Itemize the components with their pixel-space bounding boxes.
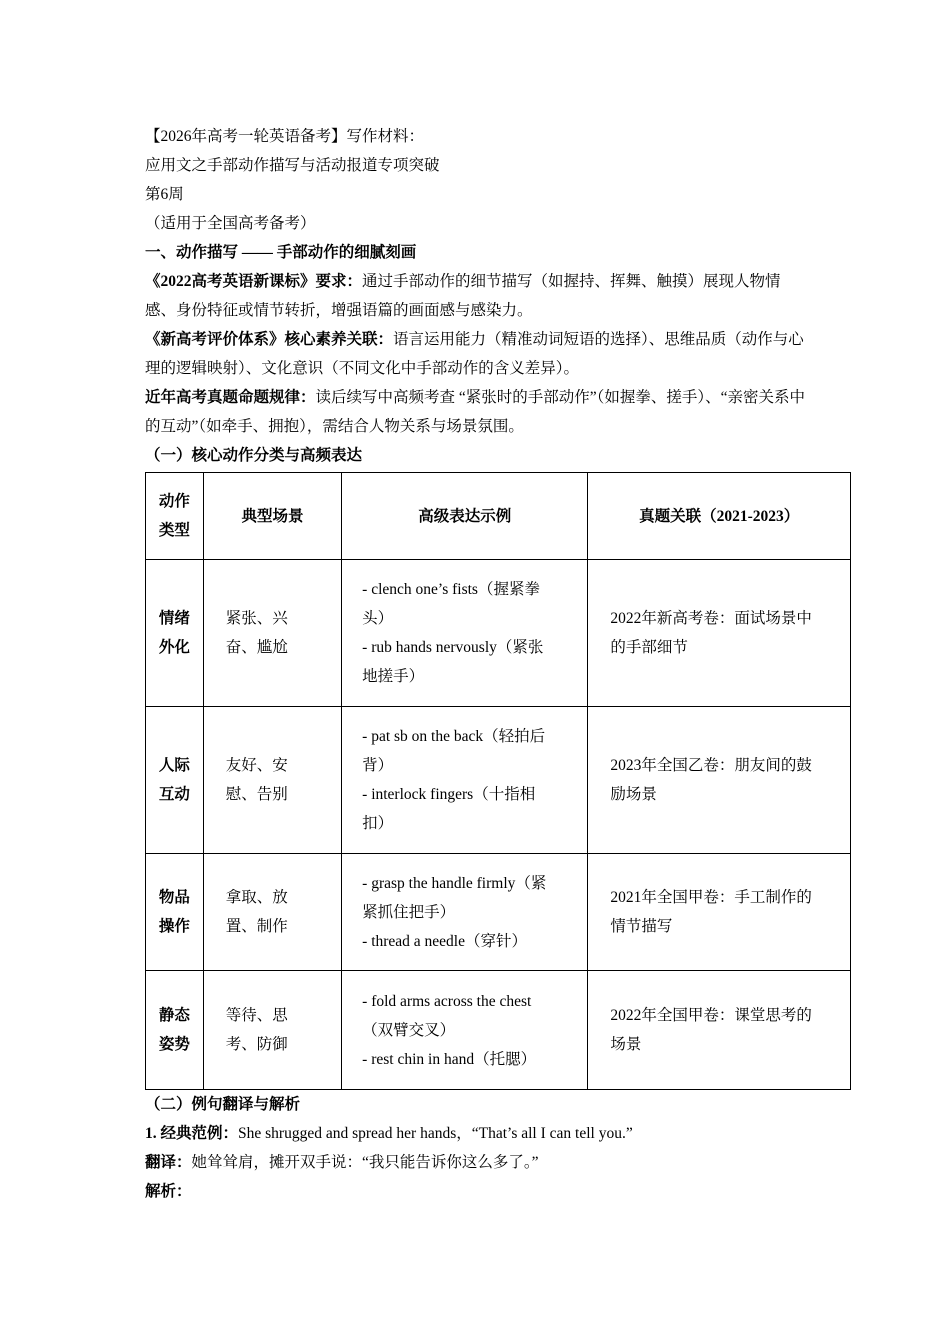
section1-title: 一、动作描写 —— 手部动作的细腻刻画 [145,244,417,261]
doc-title: 【2026年高考一轮英语备考】写作材料： [145,128,425,145]
table-cell-exam: 2023年全国乙卷：朋友间的鼓励场景 [588,707,851,854]
table-cell-scene: 紧张、兴奋、尴尬 [203,560,341,707]
table-cell-type: 静态姿势 [146,971,204,1090]
requirement-label: 《2022高考英语新课标》要求： [145,273,363,290]
core-label: 《新高考评价体系》核心素养关联： [145,331,394,348]
table-cell-type: 人际互动 [146,707,204,854]
table-cell-exam: 2022年新高考卷：面试场景中的手部细节 [588,560,851,707]
document-page [145,122,812,1206]
table-cell-expression: - grasp the handle firmly（紧紧抓住把手） - thread a needle（穿针） [342,854,588,971]
translation-text: 她耸耸肩，摊开双手说：“我只能告诉你这么多了。” [191,1154,539,1171]
table-row [146,560,851,707]
action-table [145,472,851,1090]
table-header-row [146,473,851,560]
example-sentence [145,1119,807,1148]
table-header: 真题关联（2021-2023） [588,473,851,560]
table-cell-type: 物品操作 [146,854,204,971]
translation-label: 翻译： [145,1154,192,1171]
example-label: 1. 经典范例： [145,1125,239,1142]
table-cell-scene: 友好、安慰、告别 [203,707,341,854]
subsection1-title: （一）核心动作分类与高频表达 [145,447,363,464]
core-text: 语言运用能力（精准动词短语的选择）、思维品质（动作与心理的逻辑映射）、文化意识（不同文化中手部动作的含义差异）。 [145,331,804,377]
table-header: 高级表达示例 [342,473,588,560]
table-cell-type: 情绪外化 [146,560,204,707]
rule-label: 近年高考真题命题规律： [145,389,316,406]
translation-line [145,1148,807,1177]
table-header: 动作类型 [146,473,204,560]
subsection2-title: （二）例句翻译与解析 [145,1096,301,1113]
table-cell-expression: - pat sb on the back（轻拍后背） - interlock fingers（十指相扣） [342,707,588,854]
table-header: 典型场景 [203,473,341,560]
table-cell-expression: - fold arms across the chest（双臂交叉） - rest chin in hand（托腮） [342,971,588,1090]
table-cell-scene: 拿取、放置、制作 [203,854,341,971]
table-cell-exam: 2021年全国甲卷：手工制作的情节描写 [588,854,851,971]
requirement-text: 通过手部动作的细节描写（如握持、挥舞、触摸）展现人物情感、身份特征或情节转折，增强语篇的画面感与感染力。 [145,273,781,319]
doc-scope: （适用于全国高考备考） [145,215,316,232]
doc-week: 第6周 [145,186,184,203]
core-paragraph [145,325,807,383]
table-row [146,854,851,971]
table-row [146,707,851,854]
table-cell-scene: 等待、思考、防御 [203,971,341,1090]
doc-subtitle: 应用文之手部动作描写与活动报道专项突破 [145,157,440,174]
rule-text: 读后续写中高频考查 “紧张时的手部动作”（如握拳、搓手）、“亲密关系中的互动”（如牵手、拥抱），需结合人物关系与场景氛围。 [145,389,806,435]
requirement-paragraph [145,267,807,325]
rule-paragraph [145,383,807,441]
table-row [146,971,851,1090]
example-text: She shrugged and spread her hands，“That’s all I can tell you.” [238,1125,633,1142]
table-cell-exam: 2022年全国甲卷：课堂思考的场景 [588,971,851,1090]
analysis-label: 解析： [145,1183,192,1200]
table-cell-expression: - clench one’s fists（握紧拳头） - rub hands nervously（紧张地搓手） [342,560,588,707]
